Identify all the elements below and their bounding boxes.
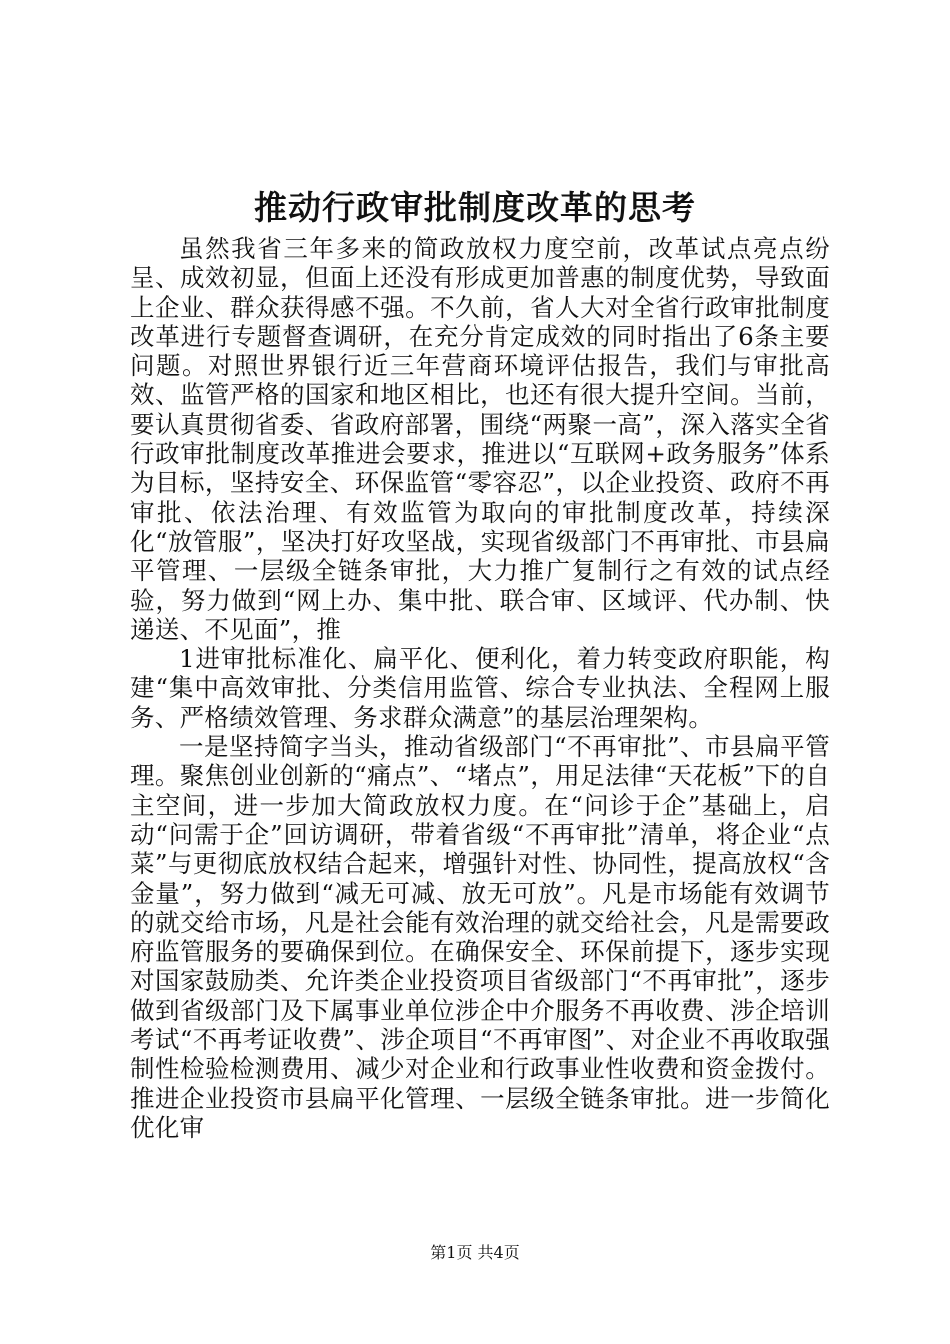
document-title: 推动行政审批制度改革的思考 bbox=[254, 188, 696, 227]
paragraph: 1进审批标准化、扁平化、便利化，着力转变政府职能，构建“集中高效审批、分类信用监管、综合专业执法、全程网上服务、严格绩效管理、务求群众满意”的基层治理架构。 bbox=[130, 644, 831, 732]
paragraph: 虽然我省三年多来的简政放权力度空前，改革试点亮点纷呈、成效初显，但面上还没有形成更加普惠的制度优势，导致面上企业、群众获得感不强。不久前，省人大对全省行政审批制度改革进行专题督查调研，在充分肯定成效的同时指出了6条主要问题。对照世界银行近三年营商环境评估报告，我们与审批高效、监管严格的国家和地区相比，也还有很大提升空间。当前，要认真贯彻省委、省政府部署，围绕“两聚一高”，深入落实全省行政审批制度改革推进会要求，推进以“互联网+政务服务”体系为目标，坚持安全、环保监管“零容忍”，以企业投资、政府不再审批、依法治理、有效监管为取向的审批制度改革，持续深化“放管服”，坚决打好攻坚战，实现省级部门不再审批、市县扁平管理、一层级全链条审批，大力推广复制行之有效的试点经验，努力做到“网上办、集中批、联合审、区域评、代办制、快递送、不见面”，推 bbox=[130, 234, 830, 644]
document-body bbox=[130, 234, 830, 1142]
paragraph: 一是坚持简字当头，推动省级部门“不再审批”、市县扁平管理。聚焦创业创新的“痛点”、“堵点”，用足法律“天花板”下的自主空间，进一步加大简政放权力度。在“问诊于企”基础上，启动“问需于企”回访调研，带着省级“不再审批”清单，将企业“点菜”与更彻底放权结合起来，增强针对性、协同性，提高放权“含金量”，努力做到“减无可减、放无可放”。凡是市场能有效调节的就交给市场，凡是社会能有效治理的就交给社会，凡是需要政府监管服务的要确保到位。在确保安全、环保前提下，逐步实现对国家鼓励类、允许类企业投资项目省级部门“不再审批”，逐步做到省级部门及下属事业单位涉企中介服务不再收费、涉企培训考试“不再考证收费”、涉企项目“不再审图”、对企业不再收取强制性检验检测费用、减少对企业和行政事业性收费和资金拨付。推进企业投资市县扁平化管理、一层级全链条审批。进一步简化优化审 bbox=[130, 732, 830, 1142]
page-footer: 第1页 共4页 bbox=[430, 1243, 520, 1262]
